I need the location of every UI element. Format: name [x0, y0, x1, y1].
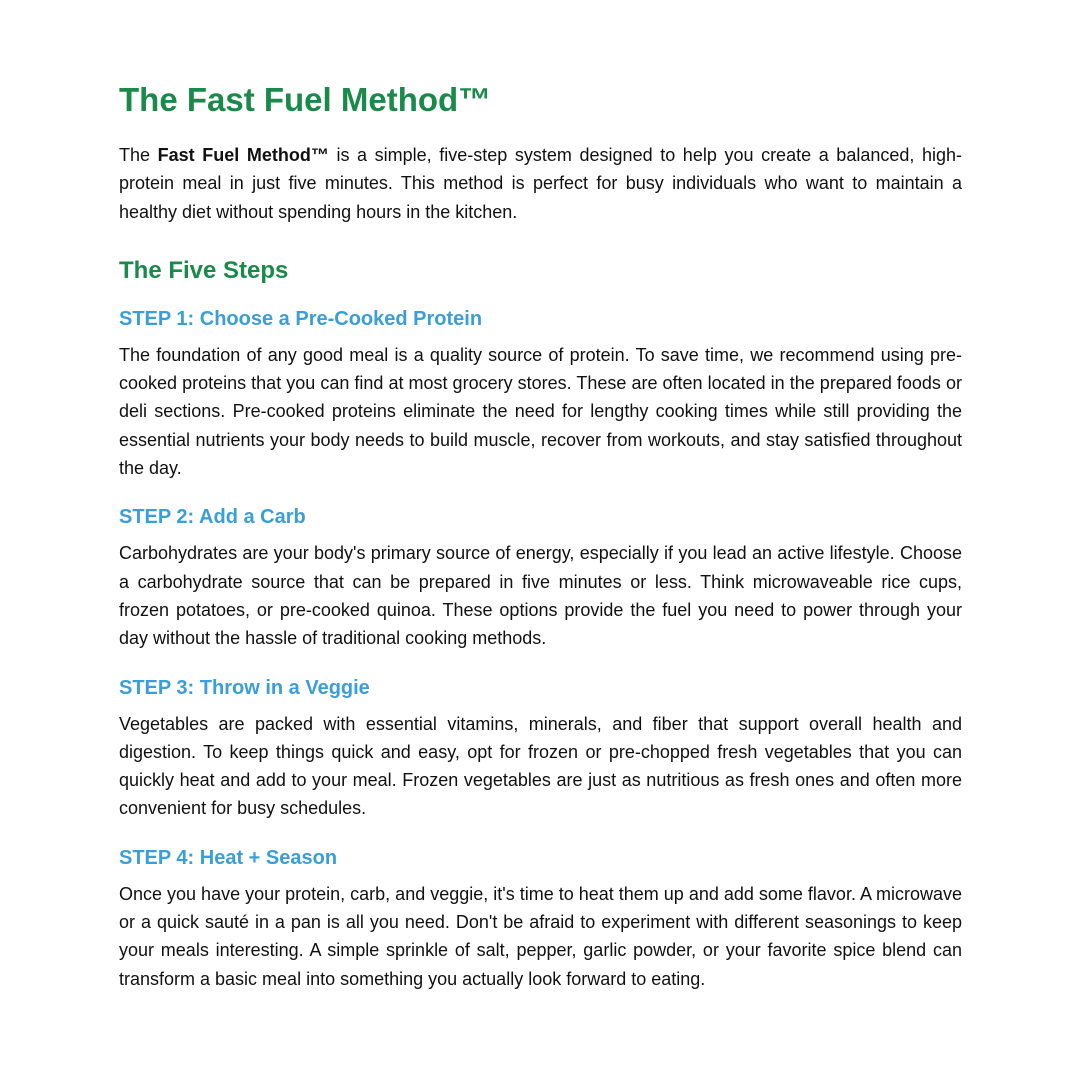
- intro-lead: The: [119, 145, 158, 165]
- step-1-body: The foundation of any good meal is a quality source of protein. To save time, we recommend using pre-cooked proteins that you can find at most grocery stores. These are often located in the prepared foods or deli sections. Pre-cooked proteins eliminate the need for lengthy cooking times while still providing the essential nutrients your body needs to build muscle, recover from workouts, and stay satisfied throughout the day.: [119, 344, 962, 479]
- intro-paragraph: [119, 141, 962, 226]
- step-3-section: [119, 675, 962, 823]
- step-2-section: [119, 504, 962, 652]
- step-1-section: [119, 306, 962, 482]
- document-title: The Fast Fuel Method™: [119, 81, 492, 118]
- step-3-body: Vegetables are packed with essential vitamins, minerals, and fiber that support overall health and digestion. To keep things quick and easy, opt for frozen or pre-chopped fresh vegetables that you can quickly heat and add to your meal. Frozen vegetables are just as nutritious as fresh ones and often more convenient for busy schedules.: [119, 713, 962, 819]
- step-2-body: Carbohydrates are your body's primary source of energy, especially if you lead an active lifestyle. Choose a carbohydrate source that can be prepared in five minutes or less. Think microwaveable rice cups, frozen potatoes, or pre-cooked quinoa. These options provide the fuel you need to power through your day without the hassle of traditional cooking methods.: [119, 543, 962, 649]
- step-4-body: Once you have your protein, carb, and veggie, it's time to heat them up and add some flavor. A microwave or a quick sauté in a pan is all you need. Don't be afraid to experiment with different seasonings to keep your meals interesting. A simple sprinkle of salt, pepper, garlic powder, or your favorite spice blend can transform a basic meal into something you actually look forward to eating.: [119, 883, 962, 989]
- document-page: [119, 78, 962, 993]
- step-2-heading: STEP 2: Add a Carb: [119, 506, 306, 529]
- intro-rest: is a simple, five-step system designed to help you create a balanced, high-protein meal in just five minutes. This method is perfect for busy individuals who want to maintain a healthy diet without spending hours in the kitchen.: [119, 145, 963, 222]
- step-4-heading: STEP 4: Heat + Season: [119, 846, 338, 869]
- step-3-heading: STEP 3: Throw in a Veggie: [119, 676, 370, 699]
- step-4-section: [119, 845, 962, 993]
- section-heading: The Five Steps: [119, 256, 289, 284]
- step-1-heading: STEP 1: Choose a Pre-Cooked Protein: [119, 307, 483, 330]
- intro-method-name: Fast Fuel Method™: [157, 145, 329, 165]
